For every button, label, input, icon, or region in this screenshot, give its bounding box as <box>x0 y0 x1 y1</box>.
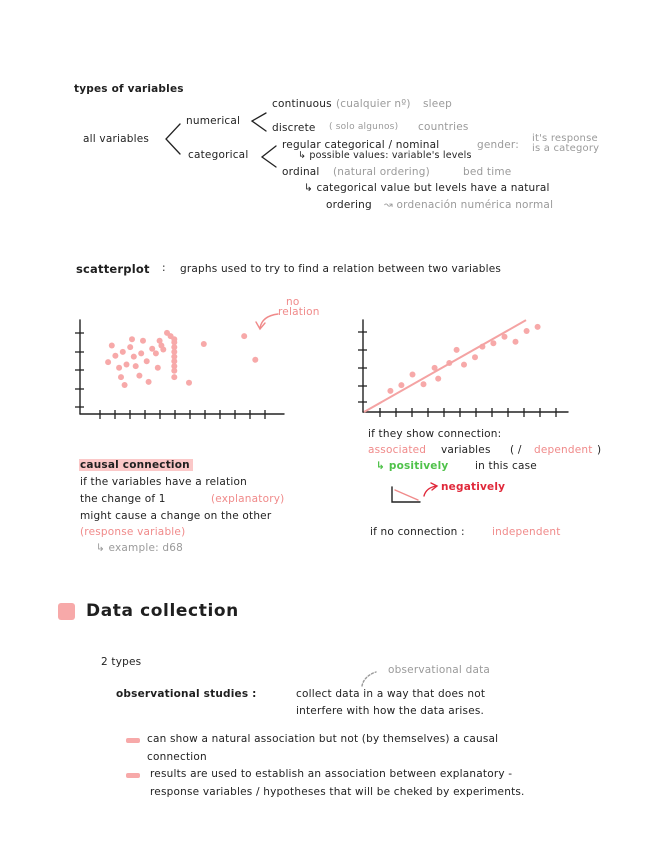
negatively-word: negatively <box>441 481 506 493</box>
explanatory-note: (explanatory) <box>211 493 285 505</box>
all-variables-label: all variables <box>83 133 150 145</box>
ordinal-note: (natural ordering) <box>333 166 430 178</box>
chart1-point <box>171 368 177 374</box>
observational-studies-label: observational studies : <box>116 688 257 700</box>
response-variable-note: (response variable) <box>80 526 186 538</box>
chart1-point <box>241 333 247 339</box>
regular-categorical-label: regular categorical / nominal <box>282 139 440 151</box>
ordering-label: ordering <box>326 199 372 211</box>
categorical-label: categorical <box>188 149 249 161</box>
gender-example: gender: <box>477 139 519 151</box>
in-this-case: in this case <box>475 460 537 472</box>
neg-sketch-line <box>395 490 418 500</box>
chart1-point <box>124 362 130 368</box>
obs-definition-line1: collect data in a way that does not <box>296 688 486 700</box>
chart1-point <box>153 350 159 356</box>
chart1-point <box>129 336 135 342</box>
chart1-point <box>201 341 207 347</box>
chart2-point <box>502 334 508 340</box>
chart2-point <box>461 362 467 368</box>
chart1-point <box>140 338 146 344</box>
chart1-point <box>186 380 192 386</box>
two-types: 2 types <box>101 656 142 668</box>
bullet1-line1: can show a natural association but not (by themselves) a causal <box>147 733 499 745</box>
causal-line3: might cause a change on the other <box>80 510 272 522</box>
chart2-point <box>472 354 478 360</box>
paren-close: ) <box>597 444 602 456</box>
chart2-point <box>513 339 519 345</box>
chart2-point <box>435 376 441 382</box>
causal-line1: if the variables have a relation <box>80 476 247 488</box>
chart2-point <box>524 328 530 334</box>
bullet1-line2: connection <box>147 751 207 763</box>
scatterplot-definition: graphs used to try to find a relation between two variables <box>180 263 502 275</box>
chart1-point <box>122 382 128 388</box>
continuous-label: continuous <box>272 98 332 110</box>
numerical-label: numerical <box>186 115 241 127</box>
section-heading-types: types of variables <box>74 83 184 95</box>
data-collection-title: Data collection <box>86 601 239 621</box>
scatterplot-colon: : <box>162 262 166 274</box>
ordinal-example: bed time <box>463 166 512 178</box>
no-relation-note-line1: no <box>286 296 300 308</box>
discrete-example: countries <box>418 121 469 133</box>
causal-line2: the change of 1 <box>80 493 166 505</box>
possible-values-note: ↳ possible values: variable's levels <box>298 150 472 161</box>
ordering-note: ↝ ordenación numérica normal <box>384 199 554 211</box>
chart1-point <box>131 354 137 360</box>
chart1-point <box>118 374 124 380</box>
chart1-point <box>133 363 139 369</box>
continuous-example: sleep <box>423 98 452 110</box>
if-show-connection: if they show connection: <box>368 428 502 440</box>
discrete-note: ( solo algunos) <box>329 122 399 132</box>
ordinal-label: ordinal <box>282 166 320 178</box>
chart2-point <box>398 382 404 388</box>
bullet-marker-1 <box>126 738 140 743</box>
chart2-point <box>387 388 393 394</box>
chart2-point <box>490 340 496 346</box>
chart1-point <box>116 365 122 371</box>
chart1-point <box>171 374 177 380</box>
positively-word: ↳ positively <box>376 460 449 472</box>
scatterplot-label: scatterplot <box>76 262 150 276</box>
gender-note-line2: is a category <box>532 143 600 154</box>
chart2-point <box>421 381 427 387</box>
causal-example: ↳ example: d68 <box>96 542 184 554</box>
associated-word: associated <box>368 444 427 456</box>
chart1-point <box>127 344 133 350</box>
gender-note-line1: it's response <box>532 133 598 144</box>
observational-arrow <box>362 672 376 686</box>
chart2-trendline <box>364 320 526 412</box>
chart2-point <box>535 324 541 330</box>
chart1-point <box>105 359 111 365</box>
chart2-point <box>454 347 460 353</box>
chart2-point <box>410 372 416 378</box>
chart1-point <box>120 349 126 355</box>
discrete-label: discrete <box>272 122 316 134</box>
observational-data-note: observational data <box>388 664 491 676</box>
chart1-point <box>138 350 144 356</box>
chart1-point <box>146 379 152 385</box>
bullet2-line1: results are used to establish an association between explanatory - <box>150 768 513 780</box>
paren-open: ( / <box>510 444 522 456</box>
chart1-point <box>144 358 150 364</box>
no-relation-note-line2: relation <box>278 306 320 318</box>
independent-word: independent <box>492 526 561 538</box>
section-marker <box>58 603 75 620</box>
chart1-point <box>112 353 118 359</box>
if-no-connection: if no connection : <box>370 526 465 538</box>
chart1-point <box>155 365 161 371</box>
chart1-point <box>109 343 115 349</box>
chart1-point <box>149 346 155 352</box>
ordinal-description: ↳ categorical value but levels have a natural <box>304 182 550 194</box>
bullet2-line2: response variables / hypotheses that will be cheked by experiments. <box>150 786 525 798</box>
obs-definition-line2: interfere with how the data arises. <box>296 705 485 717</box>
causal-connection-heading: causal connection <box>79 459 193 471</box>
continuous-note: (cualquier nº) <box>336 98 411 110</box>
chart1-point <box>252 357 258 363</box>
dependent-word: dependent <box>534 444 593 456</box>
variables-word: variables <box>441 444 491 456</box>
chart1-point <box>136 373 142 379</box>
bullet-marker-2 <box>126 773 140 778</box>
chart1-point <box>160 347 166 353</box>
